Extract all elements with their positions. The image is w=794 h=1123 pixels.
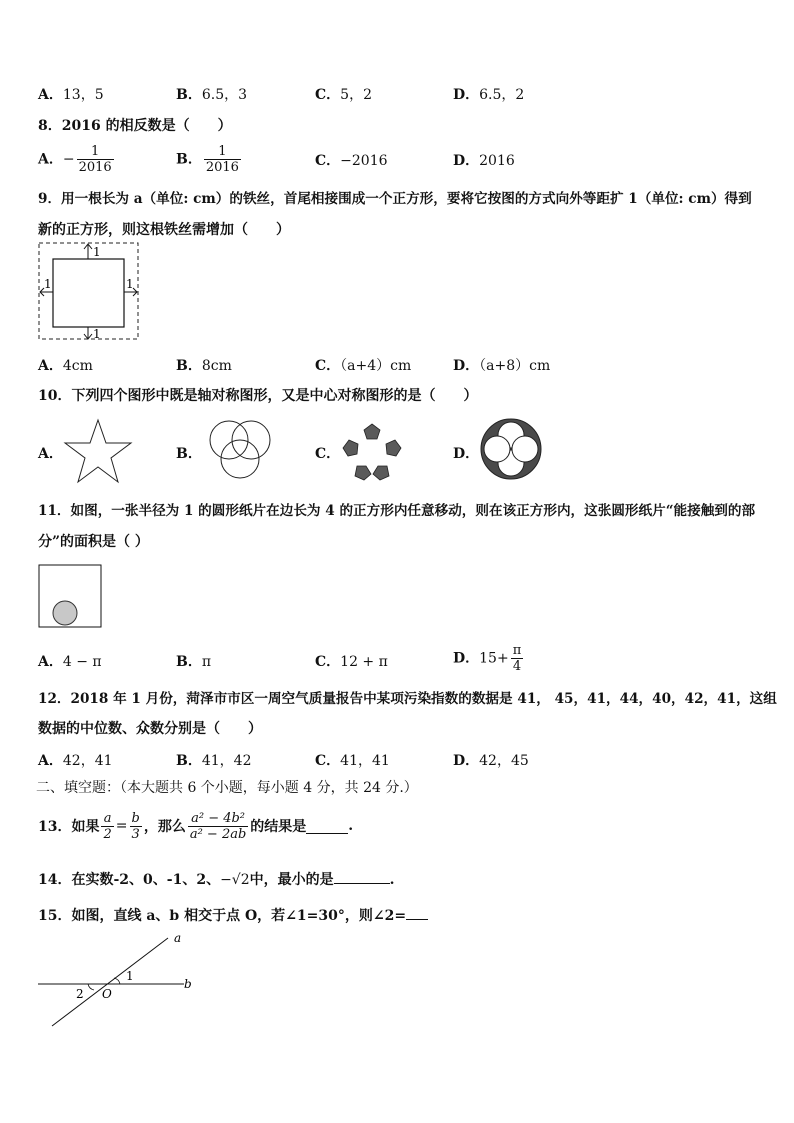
q11-option-a[interactable]: A．4 − π bbox=[38, 654, 102, 670]
q12-stem-line2: 数据的中位数、众数分别是（ ） bbox=[38, 721, 262, 737]
q12-option-a[interactable]: A．42，41 bbox=[38, 753, 113, 769]
q7-option-a[interactable]: A．13，5 bbox=[38, 87, 104, 103]
q15-stem: 15．如图，直线 a、b 相交于点 O，若∠1=30°，则∠2= bbox=[38, 905, 428, 925]
q11-options bbox=[38, 643, 758, 677]
q7-option-c[interactable]: C．5，2 bbox=[315, 87, 372, 103]
q9-square-figure bbox=[38, 242, 140, 342]
q7-option-b[interactable]: B．6.5，3 bbox=[176, 87, 248, 103]
q8-option-a[interactable]: A．− $\frac{1}{2016}$ bbox=[38, 144, 112, 175]
q8-options bbox=[38, 144, 758, 180]
section-title-fill-blank: 二、填空题：（本大题共 6 个小题，每小题 4 分，共 24 分.） bbox=[36, 780, 418, 796]
q10-stem: 10．下列四个图形中既是轴对称图形，又是中心对称图形的是（ ） bbox=[38, 388, 478, 404]
q12-option-d[interactable]: D．42，45 bbox=[453, 753, 529, 769]
q7-options bbox=[38, 84, 758, 104]
q11-stem-line2: 分”的面积是（ ） bbox=[38, 534, 149, 550]
q15-label-angle1: 1 bbox=[126, 969, 134, 983]
q12-options bbox=[38, 750, 758, 770]
q12-option-c[interactable]: C．41，41 bbox=[315, 753, 390, 769]
q8-option-b[interactable]: B． $\frac{1}{2016}$ bbox=[176, 144, 239, 175]
q15-label-o: O bbox=[102, 987, 112, 1001]
q9-label-top: 1 bbox=[93, 245, 101, 259]
q11-stem-line1: 11．如图，一张半径为 1 的圆形纸片在边长为 4 的正方形内任意移动，则在该正方形内，这张圆形纸片“能接触到的部 bbox=[38, 503, 756, 519]
q8-option-c[interactable]: C．−2016 bbox=[315, 153, 388, 169]
q13-answer-blank[interactable] bbox=[306, 819, 348, 834]
q9-option-b[interactable]: B．8cm bbox=[176, 358, 232, 374]
q15-label-a: a bbox=[174, 931, 182, 945]
q9-option-a[interactable]: A．4cm bbox=[38, 358, 93, 374]
star-icon bbox=[62, 418, 134, 484]
q7-option-d[interactable]: D．6.5，2 bbox=[453, 87, 525, 103]
q12-option-b[interactable]: B．41，42 bbox=[176, 753, 252, 769]
q10-option-a[interactable]: A． bbox=[38, 446, 63, 462]
q13-frac-b-3: $\frac{b}{3}$ bbox=[131, 810, 140, 842]
q9-options bbox=[38, 355, 758, 375]
q9-label-left: 1 bbox=[44, 277, 52, 291]
q12-stem-line1: 12．2018 年 1 月份，菏泽市市区一周空气质量报告中某项污染指数的数据是 41， 45，41，44，40，42，41，这组 bbox=[38, 691, 777, 707]
pentagons-ring-icon bbox=[340, 422, 404, 482]
q9-option-d[interactable]: D．（a+8）cm bbox=[453, 358, 551, 374]
q11-option-b[interactable]: B．π bbox=[176, 654, 212, 670]
q14-stem: 14．在实数-2、0、-1、2、−√2中，最小的是 . bbox=[38, 869, 395, 889]
q10-option-b[interactable]: B． bbox=[176, 446, 202, 462]
q9-label-bottom: 1 bbox=[93, 327, 101, 341]
q11-square-circle-figure bbox=[38, 564, 104, 630]
q14-radical: −√2 bbox=[220, 872, 250, 888]
q9-label-right: 1 bbox=[126, 277, 134, 291]
q13-frac-a-2: $\frac{a}{2}$ bbox=[103, 810, 112, 842]
three-circles-icon bbox=[202, 418, 278, 484]
q13-frac-expression: $\frac{\text{a² − 4b²}}{\text{a² − 2ab}}$ bbox=[189, 810, 247, 842]
q15-label-angle2: 2 bbox=[76, 987, 84, 1001]
q15-label-b: b bbox=[184, 977, 192, 991]
q13-stem: 13．如果 $\frac{a}{2}$ = $\frac{b}{3}$ ，那么 $\frac{\text{a² − 4b²}}{\text{a² − 2ab}}$ 的结果是 . bbox=[38, 810, 354, 842]
q8-b-fraction: $\frac{1}{2016}$ bbox=[205, 144, 239, 175]
q8-a-fraction: $\frac{1}{2016}$ bbox=[78, 144, 112, 175]
q11-d-fraction: $\frac{\pi}{4}$ bbox=[512, 643, 522, 674]
q14-answer-blank[interactable] bbox=[334, 869, 390, 884]
q15-intersecting-lines-figure bbox=[36, 928, 206, 1032]
q11-option-d[interactable]: D．15+ $\frac{\pi}{4}$ bbox=[453, 643, 522, 674]
q9-stem-line1: 9．用一根长为 a（单位: cm）的铁丝，首尾相接围成一个正方形，要将它按图的方式向外等距扩 1（单位: cm）得到 bbox=[38, 191, 752, 207]
q8-stem: 8．2016 的相反数是（ ） bbox=[38, 118, 232, 134]
q9-stem-line2: 新的正方形，则这根铁丝需增加（ ） bbox=[38, 222, 290, 238]
q8-option-d[interactable]: D．2016 bbox=[453, 153, 515, 169]
q11-option-c[interactable]: C．12 + π bbox=[315, 654, 388, 670]
q9-option-c[interactable]: C．（a+4）cm bbox=[315, 358, 412, 374]
q15-answer-blank[interactable] bbox=[406, 905, 428, 920]
q10-option-d[interactable]: D． bbox=[453, 446, 480, 462]
q10-option-c[interactable]: C． bbox=[315, 446, 341, 462]
four-petal-circle-icon bbox=[478, 416, 544, 482]
